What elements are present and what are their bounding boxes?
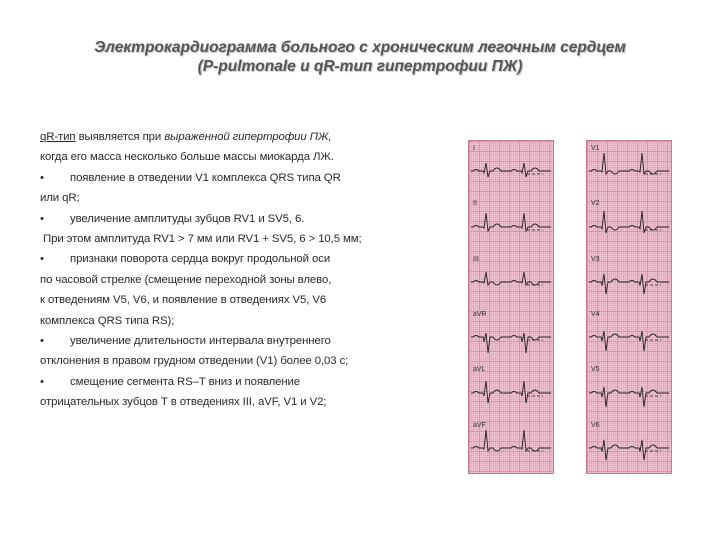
bullet-line bbox=[40, 372, 460, 392]
title-line-1: Электрокардиограмма больного с хроническим легочным сердцем bbox=[94, 39, 626, 56]
ecg-trace-ii bbox=[471, 213, 551, 231]
lead-label-v6: V6 bbox=[591, 422, 600, 429]
ecg-trace-v3 bbox=[589, 274, 669, 294]
text-fragment: выявляется при bbox=[75, 131, 165, 143]
bullet-text: смещение сегмента RS–T вниз и появление bbox=[70, 375, 301, 388]
text-line: когда его масса несколько больше массы миокарда ЛЖ. bbox=[40, 151, 334, 164]
lead-label-v2: V2 bbox=[591, 200, 600, 207]
bullet-line bbox=[40, 209, 460, 229]
lead-label-v3: V3 bbox=[591, 256, 600, 263]
lead-label-iii: III bbox=[473, 256, 479, 263]
bullet-marker: • bbox=[40, 171, 44, 184]
bullet-text: увеличение длительности интервала внутреннего bbox=[70, 335, 331, 348]
lead-label-avr: aVR bbox=[473, 311, 487, 318]
ecg-trace-v1 bbox=[589, 153, 669, 174]
bullet-marker: • bbox=[40, 375, 44, 388]
text-line: или qR; bbox=[40, 192, 80, 205]
ecg-limb-leads-strip bbox=[468, 140, 554, 474]
bullet-text: признаки поворота сердца вокруг продольной оси bbox=[70, 253, 331, 266]
ecg-trace-avr bbox=[471, 333, 551, 353]
ecg-trace-iii bbox=[471, 272, 551, 285]
lead-label-v4: V4 bbox=[591, 311, 600, 318]
bullet-line bbox=[40, 168, 460, 188]
text-line: к отведениям V5, V6, и появление в отведениях V5, V6 bbox=[40, 294, 327, 307]
bullet-marker: • bbox=[40, 253, 44, 266]
lead-label-v1: V1 bbox=[591, 145, 600, 152]
text-line: отрицательных зубцов Т в отведениях III, aVF, V1 и V2; bbox=[40, 396, 327, 409]
lead-label-v5: V5 bbox=[591, 366, 600, 373]
bullet-marker: • bbox=[40, 212, 44, 225]
text-line: отклонения в правом грудном отведении (V1) более 0,03 с; bbox=[40, 355, 349, 368]
text-line: При этом амплитуда RV1 > 7 мм или RV1 + SV5, 6 > 10,5 мм; bbox=[43, 233, 362, 246]
ecg-trace-v6 bbox=[589, 440, 669, 460]
ecg-trace-avl bbox=[471, 381, 551, 403]
ecg-trace-v4 bbox=[589, 331, 669, 351]
description-text bbox=[40, 127, 460, 413]
lead-label-i: I bbox=[473, 145, 475, 152]
bullet-line bbox=[40, 249, 460, 269]
title-line-2: (P-pulmonale и qR-тип гипертрофии ПЖ) bbox=[197, 58, 523, 75]
slide-title bbox=[40, 38, 680, 76]
lead-label-avf: aVF bbox=[473, 422, 486, 429]
ecg-chest-leads-strip bbox=[586, 140, 672, 474]
bullet-line bbox=[40, 331, 460, 351]
lead-label-avl: aVL bbox=[473, 366, 486, 373]
text-line bbox=[40, 127, 460, 147]
ecg-trace-i bbox=[471, 163, 551, 177]
text-line: комплекса QRS типа RS); bbox=[40, 314, 175, 327]
lead-label-ii: II bbox=[473, 200, 477, 207]
bullet-marker: • bbox=[40, 335, 44, 348]
text-fragment-italic: выраженной гипертрофии ПЖ, bbox=[164, 131, 332, 143]
qr-type-term: qR-тип bbox=[40, 131, 76, 143]
ecg-trace-avf bbox=[471, 430, 551, 451]
text-line: по часовой стрелке (смещение переходной зоны влево, bbox=[40, 273, 332, 286]
bullet-text: увеличение амплитуды зубцов RV1 и SV5, 6. bbox=[70, 212, 305, 225]
bullet-text: появление в отведении V1 комплекса QRS типа QR bbox=[70, 171, 341, 184]
ecg-trace-v5 bbox=[589, 387, 669, 407]
